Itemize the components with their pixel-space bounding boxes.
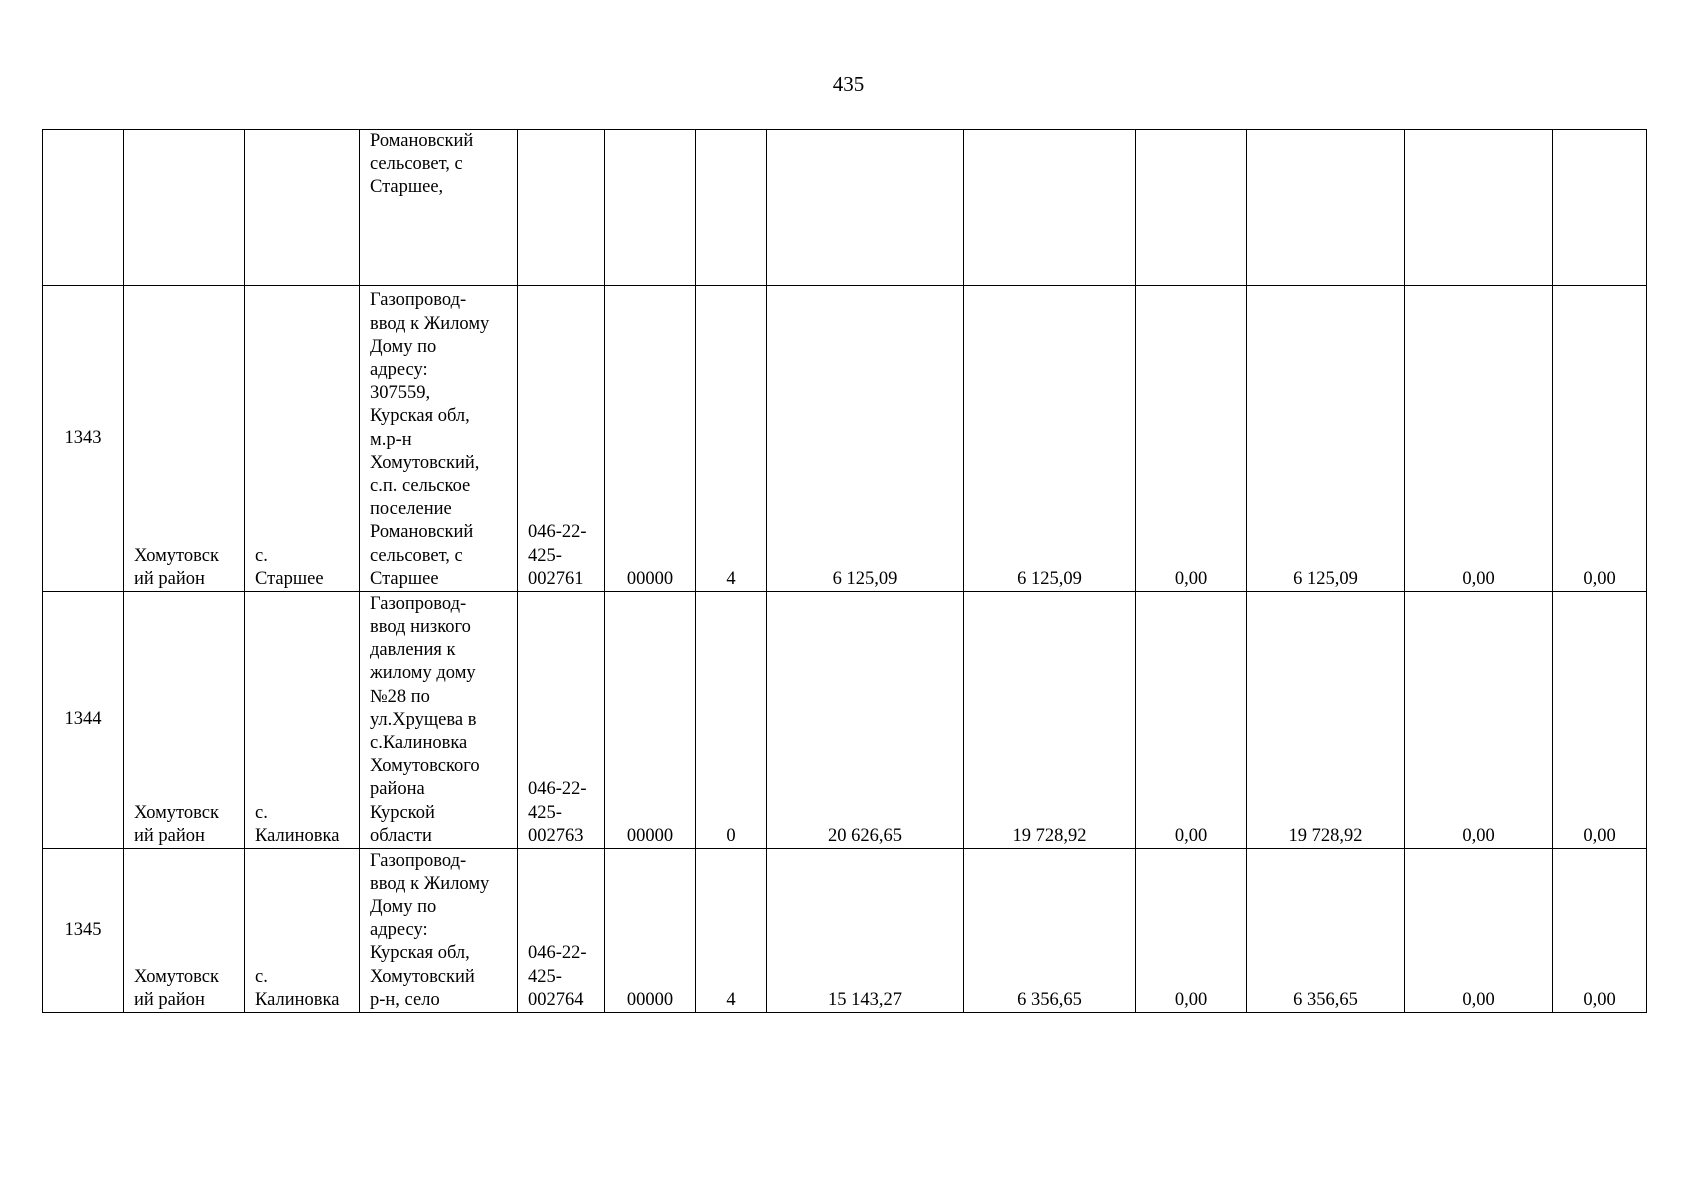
column-8-value-text: 19 728,92	[1012, 825, 1087, 846]
column-5-cell-text: 00000	[626, 568, 674, 589]
district-cell	[124, 849, 245, 1013]
settlement-cell-text	[255, 802, 349, 848]
text-line: 307559,	[370, 383, 431, 404]
row-number	[43, 849, 124, 1013]
text-line: 046-22-	[528, 522, 587, 543]
text-line: Дому по	[370, 336, 437, 357]
text-line: Газопровод-	[370, 850, 467, 871]
registry-table	[42, 129, 1647, 1013]
column-9-value-text: 0,00	[1174, 568, 1208, 589]
column-11-value-text: 0,00	[1462, 825, 1495, 846]
column-10-value	[1247, 286, 1405, 592]
district-cell-text	[134, 545, 234, 591]
text-line: ий район	[134, 989, 205, 1010]
column-12-value	[1553, 592, 1647, 849]
row-number	[43, 286, 124, 592]
column-12-value	[1553, 849, 1647, 1013]
column-8-value-text: 6 125,09	[1017, 568, 1082, 589]
column-7-value-text: 20 626,65	[828, 825, 902, 846]
column-8-value	[964, 592, 1136, 849]
column-6-cell-text: 4	[726, 989, 736, 1010]
text-line: Хомутовск	[134, 545, 219, 566]
text-line: сельсовет, с	[370, 545, 463, 566]
text-line: сельсовет, с	[370, 154, 463, 175]
column-6-cell	[696, 849, 767, 1013]
object-description-cell	[360, 592, 518, 849]
text-line: 425-	[528, 545, 562, 566]
column-5-cell-text: 00000	[626, 989, 674, 1010]
text-line: ввод низкого	[370, 616, 471, 637]
text-line: с.	[255, 966, 268, 987]
column-5-cell	[605, 592, 696, 849]
text-line: Курская обл,	[370, 943, 470, 964]
text-line: 002763	[528, 825, 584, 846]
text-line: с.п. сельское	[370, 475, 471, 496]
column-5-cell	[605, 849, 696, 1013]
district-cell-text	[134, 802, 234, 848]
object-description-cell-text	[370, 593, 507, 848]
column-12-value	[1553, 130, 1647, 286]
column-6-cell-text: 4	[726, 568, 736, 589]
column-11-value-text: 0,00	[1462, 989, 1495, 1010]
column-6-cell	[696, 592, 767, 849]
settlement-cell	[245, 849, 360, 1013]
column-11-value	[1405, 130, 1553, 286]
object-code-cell	[518, 592, 605, 849]
column-11-value	[1405, 592, 1553, 849]
text-line: 046-22-	[528, 779, 587, 800]
text-line: адресу:	[370, 920, 428, 941]
column-10-value	[1247, 849, 1405, 1013]
text-line: области	[370, 825, 432, 846]
settlement-cell-text	[255, 545, 349, 591]
column-9-value-text: 0,00	[1174, 825, 1208, 846]
column-7-value	[767, 286, 964, 592]
column-8-value	[964, 849, 1136, 1013]
object-code-cell	[518, 286, 605, 592]
object-description-cell-text	[370, 850, 507, 1012]
text-line: адресу:	[370, 359, 428, 380]
column-10-value	[1247, 130, 1405, 286]
column-11-value	[1405, 849, 1553, 1013]
column-10-value-text: 6 356,65	[1293, 989, 1358, 1010]
row-number	[43, 130, 124, 286]
column-6-cell	[696, 286, 767, 592]
text-line: Курская обл,	[370, 406, 470, 427]
text-line: ий район	[134, 568, 205, 589]
object-code-cell-text	[528, 778, 594, 848]
column-12-value-text: 0,00	[1583, 568, 1616, 589]
column-11-value-text: 0,00	[1462, 568, 1495, 589]
column-10-value	[1247, 592, 1405, 849]
text-line: жилому дому	[370, 663, 476, 684]
text-line: Старшее,	[370, 177, 444, 198]
column-7-value	[767, 592, 964, 849]
column-7-value	[767, 130, 964, 286]
text-line: ввод к Жилому	[370, 313, 490, 334]
column-6-cell-text: 0	[726, 825, 736, 846]
column-9-value	[1136, 130, 1247, 286]
text-line: 046-22-	[528, 943, 587, 964]
column-11-value	[1405, 286, 1553, 592]
text-line: 425-	[528, 966, 562, 987]
column-10-value-text: 6 125,09	[1293, 568, 1358, 589]
object-description-cell-text	[370, 289, 507, 591]
object-code-cell	[518, 130, 605, 286]
district-cell	[124, 286, 245, 592]
text-line: Хомутовск	[134, 802, 219, 823]
text-line: 425-	[528, 802, 562, 823]
column-8-value	[964, 130, 1136, 286]
text-line: Старшее	[370, 568, 439, 589]
text-line: 002761	[528, 568, 584, 589]
text-line: ул.Хрущева в	[370, 709, 477, 730]
column-5-cell	[605, 286, 696, 592]
district-cell-text	[134, 966, 234, 1012]
text-line: района	[370, 779, 425, 800]
object-description-cell	[360, 130, 518, 286]
object-description-cell	[360, 849, 518, 1013]
object-code-cell	[518, 849, 605, 1013]
table-row	[43, 286, 1647, 592]
column-8-value-text: 6 356,65	[1017, 989, 1082, 1010]
object-code-cell-text	[528, 942, 594, 1012]
page-number: 435	[832, 72, 865, 96]
row-number-text: 1344	[64, 709, 102, 730]
text-line: Романовский	[370, 131, 474, 151]
text-line: Газопровод-	[370, 290, 467, 311]
table-row	[43, 130, 1647, 286]
settlement-cell-text	[255, 966, 349, 1012]
text-line: Газопровод-	[370, 593, 467, 614]
text-line: с.Калиновка	[370, 732, 468, 753]
row-number	[43, 592, 124, 849]
column-5-cell	[605, 130, 696, 286]
text-line: с.	[255, 802, 268, 823]
text-line: №28 по	[370, 686, 430, 707]
settlement-cell	[245, 130, 360, 286]
text-line: м.р-н	[370, 429, 412, 450]
column-7-value-text: 15 143,27	[828, 989, 902, 1010]
text-line: 002764	[528, 989, 584, 1010]
text-line: Дому по	[370, 896, 437, 917]
district-cell	[124, 592, 245, 849]
column-12-value-text: 0,00	[1583, 989, 1616, 1010]
text-line: давления к	[370, 640, 456, 661]
table-row	[43, 849, 1647, 1013]
district-cell	[124, 130, 245, 286]
text-line: Хомутовск	[134, 966, 219, 987]
text-line: Калиновка	[255, 989, 340, 1010]
column-9-value-text: 0,00	[1174, 989, 1208, 1010]
column-9-value	[1136, 592, 1247, 849]
settlement-cell	[245, 286, 360, 592]
text-line: Хомутовский,	[370, 452, 480, 473]
column-12-value-text: 0,00	[1583, 825, 1616, 846]
column-5-cell-text: 00000	[626, 825, 674, 846]
text-line: Хомутовский	[370, 966, 475, 987]
text-line: р-н, село	[370, 989, 440, 1010]
column-6-cell	[696, 130, 767, 286]
text-line: поселение	[370, 499, 452, 520]
column-10-value-text: 19 728,92	[1288, 825, 1363, 846]
table-row	[43, 592, 1647, 849]
object-description-cell	[360, 286, 518, 592]
column-7-value-text: 6 125,09	[832, 568, 898, 589]
text-line: Калиновка	[255, 825, 340, 846]
object-description-cell-text	[370, 130, 507, 200]
row-number-text: 1345	[64, 919, 102, 940]
column-9-value	[1136, 286, 1247, 592]
text-line: Романовский	[370, 522, 474, 543]
text-line: Старшее	[255, 568, 324, 589]
text-line: Хомутовского	[370, 756, 480, 777]
text-line: ий район	[134, 825, 205, 846]
column-9-value	[1136, 849, 1247, 1013]
column-8-value	[964, 286, 1136, 592]
text-line: Курской	[370, 802, 435, 823]
column-7-value	[767, 849, 964, 1013]
column-12-value	[1553, 286, 1647, 592]
text-line: ввод к Жилому	[370, 873, 490, 894]
registry-body	[43, 130, 1647, 1013]
settlement-cell	[245, 592, 360, 849]
row-number-text: 1343	[64, 427, 102, 448]
text-line: с.	[255, 545, 268, 566]
object-code-cell-text	[528, 521, 594, 591]
